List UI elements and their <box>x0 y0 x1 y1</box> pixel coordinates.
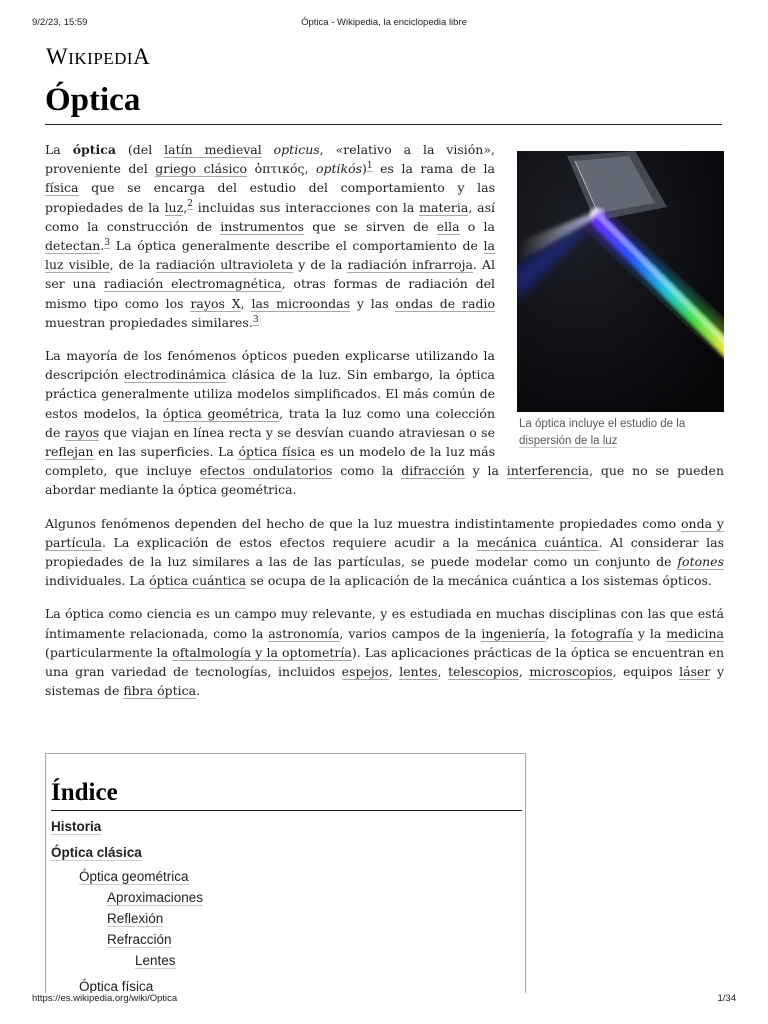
page-title: Óptica <box>45 80 722 125</box>
link-telescopios[interactable]: telescopios <box>448 664 519 680</box>
link-optica-cuantica[interactable]: óptica cuántica <box>149 573 247 589</box>
prism-dispersion-image[interactable] <box>517 151 724 412</box>
link-electrodinamica[interactable]: electrodinámica <box>123 367 227 383</box>
toc-item-optica-geometrica[interactable]: Óptica geométrica <box>79 869 189 884</box>
ref-3[interactable]: 3 <box>104 237 111 248</box>
link-espejos[interactable]: espejos <box>341 664 389 680</box>
toc-item-aproximaciones[interactable]: Aproximaciones <box>107 890 204 905</box>
link-materia[interactable]: materia <box>419 199 469 215</box>
link-detectan[interactable]: detectan <box>45 238 101 254</box>
table-of-contents <box>45 753 526 993</box>
toc-item-optica-clasica[interactable]: Óptica clásica <box>51 845 142 860</box>
paragraph-applications: La óptica como ciencia es un campo muy relevante, y es estudiada en muchas disciplinas con las que está íntimamente relacionada, como la astronomía, varios campos de la ingeniería, la fotografía y la medicina (particularmente la oftalmología y la optometría). Las aplicaciones prácticas de la óptica se encuentran en una gran variedad de tecnologías, incluidos espejos, lentes, telescopios, microscopios, equipos láser y sistemas de fibra óptica. <box>45 606 725 699</box>
link-onda-y-particula[interactable]: onda y partícula <box>45 515 724 550</box>
link-rayos[interactable]: rayos <box>64 424 100 440</box>
link-medicina[interactable]: medicina <box>666 625 725 641</box>
toc-item-refraccion[interactable]: Refracción <box>107 932 172 947</box>
toc-title: Índice <box>51 778 522 811</box>
link-rayos-x[interactable]: rayos X <box>190 295 241 311</box>
toc-item-historia[interactable]: Historia <box>51 819 102 834</box>
link-laser[interactable]: láser <box>679 664 711 680</box>
print-header <box>0 17 768 31</box>
link-ingenieria[interactable]: ingeniería <box>481 625 546 641</box>
ref-2[interactable]: 2 <box>187 199 193 210</box>
print-datetime: 9/2/23, 15:59 <box>32 17 88 28</box>
link-luz-visible[interactable]: la luz visible <box>45 238 495 273</box>
link-microscopios[interactable]: microscopios <box>529 664 613 680</box>
link-optica-fisica[interactable]: óptica física <box>238 444 316 460</box>
link-astronomia[interactable]: astronomía <box>268 625 340 641</box>
link-radiacion-electromagnetica[interactable]: radiación electromagnética <box>103 276 282 292</box>
figure-caption: La óptica incluye el estudio de la dispersión de la luz <box>519 418 686 447</box>
paragraph-models: La mayoría de los fenómenos ópticos pueden explicarse utilizando la descripción electrodinámica clásica de la luz. Sin embargo, la óptica práctica generalmente utiliza modelos simplificados. El más común de estos modelos, la óptica geométrica, trata la luz como una colección de rayos que viajan en línea recta y se desvían cuando atraviesan o se reflejan en las superficies. La óptica física es un modelo de la luz más completo, que incluye efectos ondulatorios como la difracción y la interferencia, que no se pueden abordar mediante la óptica geométrica. <box>45 348 724 498</box>
link-latin-medieval[interactable]: latín medieval <box>164 142 262 157</box>
link-mecanica-cuantica[interactable]: mecánica cuántica <box>476 534 599 550</box>
link-ondas-de-radio[interactable]: ondas de radio <box>395 295 495 311</box>
print-url: https://es.wikipedia.org/wiki/Optica <box>32 993 178 1004</box>
paragraph-intro: La óptica (del latín medieval opticus, «relativo a la visión», proveniente del griego clásico ὀπτικός, optikós)$^1$ es la rama de la física que se encarga del estudio del comportamiento y las propiedades de la luz,$^2$ incluidas sus interacciones con la materia, así como la construcción de instrumentos que se sirven de ella o la detectan.$^3$ La óptica generalmente describe el comportamiento de la luz visible, de la radiación ultravioleta y de la radiación infrarroja. Al ser una radiación electromagnética, otras formas de radiación del mismo tipo como los rayos X, las microondas y las ondas de radio muestran propiedades similares.$^3$ <box>45 142 496 330</box>
ref-1[interactable]: 1 <box>366 161 373 172</box>
print-page-number: 1/34 <box>717 993 736 1004</box>
link-difraccion[interactable]: difracción <box>401 463 465 479</box>
link-reflejan[interactable]: reflejan <box>45 444 94 460</box>
link-efectos-ondulatorios[interactable]: efectos ondulatorios <box>199 463 333 479</box>
wikipedia-wordmark[interactable]: WIKIPEDIA <box>46 44 151 69</box>
link-radiacion-ultravioleta[interactable]: radiación ultravioleta <box>155 257 294 273</box>
caption-link[interactable]: dispersión de la luz <box>519 435 618 447</box>
ref-3b[interactable]: 3 <box>252 314 259 325</box>
link-microondas[interactable]: las microondas <box>251 295 350 311</box>
link-radiacion-infrarroja[interactable]: radiación infrarroja <box>347 257 473 273</box>
toc-item-lentes[interactable]: Lentes <box>135 953 176 968</box>
term-optica: óptica <box>72 142 116 157</box>
link-instrumentos[interactable]: instrumentos <box>220 218 305 234</box>
figure-prism <box>517 151 724 450</box>
print-footer <box>0 993 768 1007</box>
link-optica-geometrica[interactable]: óptica geométrica <box>162 405 280 421</box>
link-fotografia[interactable]: fotografía <box>570 625 634 641</box>
paragraph-quantum: Algunos fenómenos dependen del hecho de que la luz muestra indistintamente propiedades como onda y partícula. La explicación de estos efectos requiere acudir a la mecánica cuántica. Al considerar las propiedades de la luz similares a las de las partículas, se puede modelar como un conjunto de fotones individuales. La óptica cuántica se ocupa de la aplicación de la mecánica cuántica a los sistemas ópticos. <box>45 515 724 589</box>
article-body <box>45 140 724 714</box>
link-fotones[interactable]: fotones <box>677 554 724 570</box>
toc-item-reflexion[interactable]: Reflexión <box>107 911 164 926</box>
link-fibra-optica[interactable]: fibra óptica <box>123 683 197 699</box>
toc-list <box>51 818 525 993</box>
print-doc-title: Óptica - Wikipedia, la enciclopedia libre <box>301 17 467 28</box>
link-oftalmologia-optometria[interactable]: oftalmología y la optometría <box>172 644 352 660</box>
link-interferencia[interactable]: interferencia <box>506 463 590 479</box>
link-ella[interactable]: ella <box>436 218 460 234</box>
link-luz[interactable]: luz <box>164 199 184 215</box>
toc-item-optica-fisica[interactable]: Óptica física <box>79 979 154 993</box>
link-fisica[interactable]: física <box>45 180 79 196</box>
link-lentes[interactable]: lentes <box>399 664 438 680</box>
link-griego-clasico[interactable]: griego clásico <box>155 161 248 177</box>
